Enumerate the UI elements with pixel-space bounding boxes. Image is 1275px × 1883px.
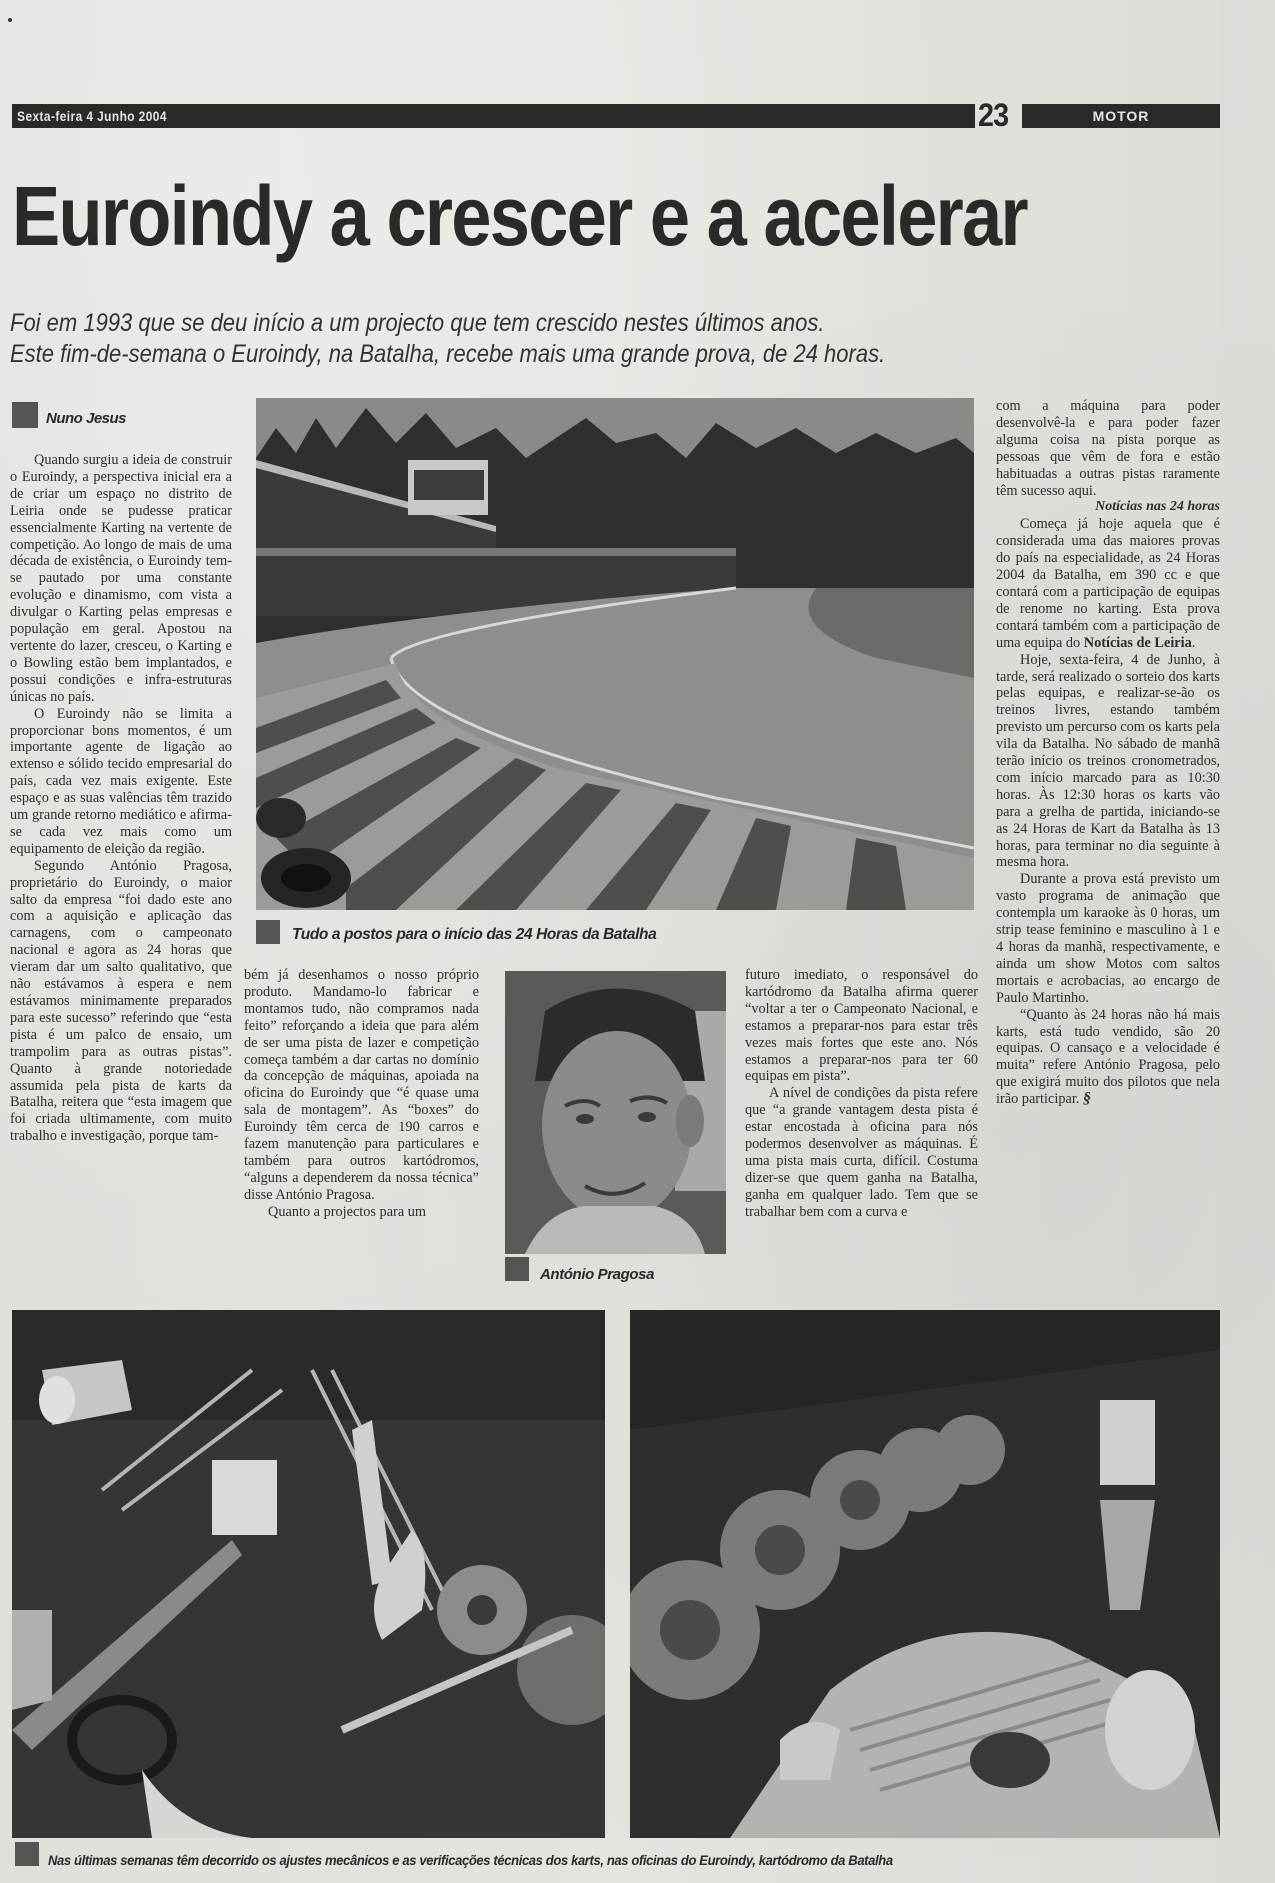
photo-kart-track xyxy=(256,398,974,910)
caption-marker xyxy=(256,920,280,944)
kart-chassis-image xyxy=(12,1310,605,1838)
paragraph: Segundo António Pragosa, proprietário do Euroindy, o maior salto da empresa “foi dado este ano com a aquisição e aplicação das carnagens, com o campeonato nacional e agora as 24 horas que vieram dar um salto qualitativo, que não estávamos à espera e nem estávamos minimamente preparados para este sucesso” referindo que “esta pista é um palco de ensaio, um trampolim para as outras pistas”. Quanto à grande notoriedade assumida pela pista de karts da Batalha, reitera que “esta imagem que foi criada ultimamente, com muito trabalho e investigação, porque tam- xyxy=(10,857,232,1145)
caption-marker xyxy=(15,1842,39,1866)
paragraph-text: Começa já hoje aquela que é considerada uma das maiores provas do país na especialidade, as 24 Horas 2004 da Batalha, em 390 cc e que contará com a participação de equipas de renome no karting. Esta prova contará também com a participação de uma equipa do xyxy=(996,516,1220,651)
body-column-2 xyxy=(244,967,479,1221)
caption-portrait: António Pragosa xyxy=(540,1266,655,1283)
print-speck xyxy=(8,18,12,22)
page-number: 23 xyxy=(978,97,1009,133)
body-column-1 xyxy=(10,452,232,1145)
end-mark: § xyxy=(1082,1090,1091,1108)
paragraph: Quando surgiu a ideia de construir o Euroindy, a perspectiva inicial era a de criar um espaço no distrito de Leiria onde se pudesse praticar essencialmente Karting na vertente de competição. Ao longo de mais de uma década de existência, o Euroindy tem-se pautado por uma constante evolução e dinamismo, com vista a divulgar o Karting pelas empresas e população em geral. Apostou na vertente do lazer, cresceu, o Karting e o Bowling estão bem implantados, e possui condições e infra-estruturas únicas no país. xyxy=(10,452,232,705)
caption-workshop-photos: Nas últimas semanas têm decorrido os ajustes mecânicos e as verificações técnicas dos karts, nas oficinas do Euroindy, kartódromo da Batalha xyxy=(48,1852,893,1868)
paragraph: Quanto a projectos para um xyxy=(268,1203,427,1220)
photo-kart-engines xyxy=(630,1310,1220,1838)
subheading: Notícias nas 24 horas xyxy=(1095,499,1220,515)
standfirst xyxy=(10,308,885,370)
paragraph: Durante a prova está previsto um vasto programa de animação que contempla um karaoke às 0 horas, um strip tease feminino e masculino à 1 e 4 horas da manhã, respectivamente, e ainda um show Motos com saltos mortais e acrobacias, ao encargo de Paulo Martinho. xyxy=(996,871,1220,1006)
standfirst-line-2: Este fim-de-semana o Euroindy, na Batalha, recebe mais uma grande prova, de 24 horas. xyxy=(10,340,886,368)
photo-antonio-pragosa xyxy=(505,971,726,1254)
paragraph: O Euroindy não se limita a proporcionar bons momentos, é um importante agente de ligação ao extenso e sólido tecido empresarial do país, cada vez mais exigente. Este espaço e as suas valências têm trazido um grande retorno mediático e afirma-se cada vez mais como um equipamento de eleição da região. xyxy=(10,705,232,857)
kart-track-image xyxy=(256,398,974,910)
paragraph: bém já desenhamos o nosso próprio produto. Mandamo-lo fabricar e montamos tudo, não compramos nada feito” reforçando a ideia que para além de ser uma pista de lazer e competição começa também a dar cartas no domínio da concepção de máquinas, apoiada na oficina do Euroindy que “é quase uma sala de montagem”. As “boxes” do Euroindy têm cerca de 190 carros e fazem manutenção para particulares e também para outros kartódromos, “alguns a dependerem da nossa técnica” disse António Pragosa. xyxy=(244,967,479,1203)
paragraph-text: “Quanto às 24 horas não há mais karts, está tudo vendido, são 20 equipas. O cansaço e a velocidade é muita” refere António Pragosa, pelo que exigirá muito dos pilotos que nela irão participar. xyxy=(996,1006,1220,1108)
body-column-4 xyxy=(996,398,1220,1108)
photo-kart-chassis xyxy=(12,1310,605,1838)
kart-engines-image xyxy=(630,1310,1220,1838)
folio-date: Sexta-feira 4 Junho 2004 xyxy=(17,108,167,124)
body-column-3 xyxy=(745,967,978,1221)
paragraph: futuro imediato, o responsável do kartódromo da Batalha afirma querer “voltar a ter o Campeonato Nacional, e estamos a preparar-nos para estar três vezes mais fortes que este ano. Nós estamos a preparar-nos para ter 60 equipas em pista”. xyxy=(745,967,978,1085)
byline: Nuno Jesus xyxy=(46,410,127,427)
caption-track-photo: Tudo a postos para o início das 24 Horas da Batalha xyxy=(292,926,657,943)
folio-date-bar xyxy=(12,104,975,128)
portrait-image xyxy=(505,971,726,1254)
publication-name: Notícias de Leiria xyxy=(1083,634,1192,651)
section-label: MOTOR xyxy=(1092,108,1150,124)
paragraph-text: . xyxy=(1191,634,1196,651)
paragraph: Hoje, sexta-feira, 4 de Junho, à tarde, será realizado o sorteio dos karts pelas equipas, e realizar-se-ão os treinos livres, estando também previsto um percurso com os karts pela vila da Batalha. No sábado de manhã terão início os treinos cronometrados, com início marcado para as 10:30 horas. Às 12:30 horas os karts vão para a grelha de partida, iniciando-se as 24 Horas de Kart da Batalha às 13 horas, para terminar no dia seguinte à mesma hora. xyxy=(996,651,1220,871)
section-bar xyxy=(1022,104,1220,128)
paragraph xyxy=(996,516,1220,651)
paragraph: com a máquina para poder desenvolvê-la e para poder fazer alguma coisa na pista porque as pessoas que vêm de fora e estão habituadas a outras pistas raramente têm sucesso aqui. xyxy=(996,398,1220,499)
paragraph xyxy=(996,1007,1220,1108)
standfirst-line-1: Foi em 1993 que se deu início a um projecto que tem crescido nestes últimos anos. xyxy=(10,309,825,337)
caption-marker xyxy=(505,1257,529,1281)
paragraph: A nível de condições da pista refere que “a grande vantagem desta pista é estar encostada à oficina para nós podermos desenvolver as máquinas. É uma pista mais curta, difícil. Costuma dizer-se que quem ganha na Batalha, ganha em qualquer lado. Tem que se trabalhar bem com a curva e xyxy=(745,1085,978,1220)
byline-marker xyxy=(12,402,38,428)
headline: Euroindy a crescer e a acelerar xyxy=(12,169,1027,263)
